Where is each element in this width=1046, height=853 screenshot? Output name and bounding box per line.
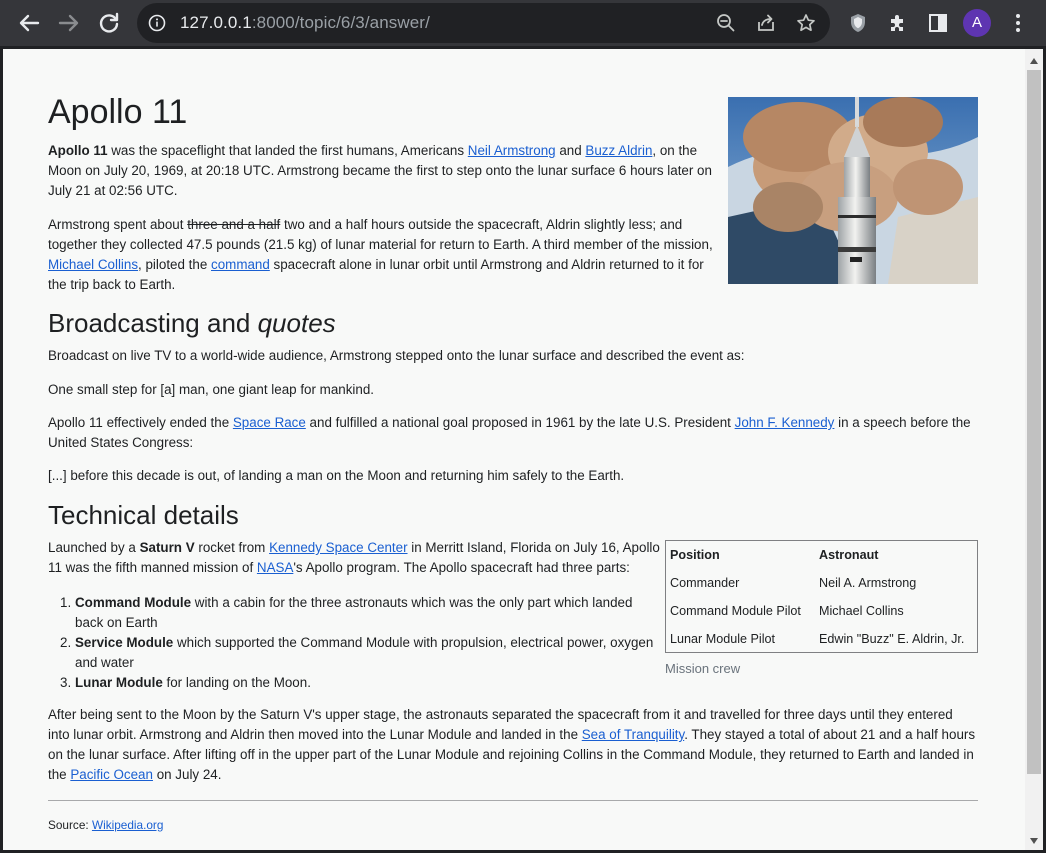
text-span: spacecraft alone in lunar orbit until Armstrong and Aldrin returned to it for the trip back to Earth. [48,257,704,292]
heading-emphasis: quotes [257,308,336,338]
link-kennedy-space-center[interactable]: Kennedy Space Center [269,540,408,555]
back-arrow-icon[interactable] [13,7,45,39]
bold-term: Saturn V [139,540,195,555]
text-span: rocket from [194,540,270,555]
link-space-race[interactable]: Space Race [232,415,306,430]
text-span: , piloted the [138,257,212,272]
technical-paragraph [48,538,663,578]
text-span: which supported the Command Module with propulsion, electrical power, oxygen and water [75,635,654,670]
profile-avatar[interactable]: A [963,9,991,37]
kennedy-quote: [...] before this decade is out, of landing a man on the Moon and returning him safely to the Earth. [48,468,625,483]
text-span: two and a half hours outside the spacecraft, Aldrin slightly less; and together they collected 47.5 pounds (21.5 kg) of lunar material for return to Earth. A third member of the mission, [48,217,713,252]
table-cell: Michael Collins [819,604,904,618]
list-number: 3. [60,675,72,690]
url-text[interactable]: 127.0.0.1:8000/topic/6/3/answer/ [180,13,430,32]
vertical-scrollbar[interactable] [1025,49,1043,850]
text-span: for landing on the Moon. [162,675,311,690]
final-paragraph [48,705,978,785]
bold-term: Service Module [75,635,174,650]
bookmark-star-icon[interactable] [796,13,816,33]
table-row [670,597,977,625]
bold-term: Command Module [75,595,192,610]
rocket-launch-image [728,97,978,284]
intro-paragraph [48,141,726,201]
list-item [48,673,658,693]
list-item [48,633,658,673]
table-cell: Neil A. Armstrong [819,576,917,590]
shield-extension-icon[interactable] [847,12,869,34]
page-title: Apollo 11 [48,93,188,131]
text-span: on July 24. [152,767,222,782]
table-row [670,569,977,597]
side-panel-icon[interactable] [927,12,949,34]
link-wikipedia[interactable]: Wikipedia.org [91,818,164,832]
text-span: Apollo 11 effectively ended the [48,415,233,430]
link-pacific-ocean[interactable]: Pacific Ocean [70,767,153,782]
space-race-paragraph [48,413,978,453]
table-caption: Mission crew [665,661,741,676]
link-nasa[interactable]: NASA [256,560,294,575]
text-span: and [555,143,586,158]
text-span: 's Apollo program. The Apollo spacecraft had three parts: [293,560,630,575]
link-john-f-kennedy[interactable]: John F. Kennedy [734,415,835,430]
table-row [670,625,977,653]
link-michael-collins[interactable]: Michael Collins [48,257,139,272]
text-span: in a speech before the United States Congress: [48,415,971,450]
text-span: Armstrong spent about [48,217,188,232]
kebab-menu-icon[interactable] [1008,12,1028,34]
mission-paragraph [48,215,726,295]
scroll-down-arrow-icon[interactable] [1030,838,1038,844]
scroll-up-arrow-icon[interactable] [1030,58,1038,64]
table-cell: Commander [670,576,740,590]
table-header: Astronaut [819,548,879,562]
text-span: . They stayed a total of about 21 and a half hours on the lunar surface. After lifting off in the upper part of the Lunar Module and rejoining Collins in the Command Module, they returned to Earth and landed in the [48,727,976,782]
spacecraft-parts-list [48,593,658,693]
reload-icon[interactable] [93,7,125,39]
table-header: Position [670,548,720,562]
text-span: After being sent to the Moon by the Saturn V's upper stage, the astronauts separated the spacecraft from it and travelled for three days until they entered into lunar orbit. Armstrong and Aldrin then moved into the Lunar Module and landed in the [48,707,953,742]
link-buzz-aldrin[interactable]: Buzz Aldrin [585,143,653,158]
struck-text: three and a half [187,217,281,232]
bold-term: Apollo 11 [48,143,108,158]
armstrong-quote: One small step for [a] man, one giant leap for mankind. [48,382,375,397]
scrollbar-thumb[interactable] [1027,70,1041,774]
text-span: was the spaceflight that landed the first humans, Americans [107,143,468,158]
list-number: 2. [60,635,72,650]
browser-toolbar [0,0,1046,46]
table-cell: Lunar Module Pilot [670,632,776,646]
broadcasting-heading [48,307,336,339]
broadcast-paragraph: Broadcast on live TV to a world-wide audience, Armstrong stepped onto the lunar surface and described the event as: [48,348,745,363]
text-span: Launched by a [48,540,140,555]
bold-term: Lunar Module [75,675,163,690]
address-bar[interactable] [137,3,830,43]
table-header-row [670,541,977,569]
link-sea-of-tranquility[interactable]: Sea of Tranquility [581,727,685,742]
site-info-icon[interactable] [148,14,166,37]
text-span: with a cabin for the three astronauts which was the only part which landed back on Earth [75,595,633,630]
mission-crew-table [665,540,978,653]
list-item [48,593,658,633]
source-line [48,815,163,835]
source-label: Source: [48,818,92,832]
text-span: , on the Moon on July 20, 1969, at 20:18 UTC. Armstrong became the first to step onto the lunar surface 6 hours later on July 21 at 02:56 UTC. [48,143,712,198]
table-cell: Edwin "Buzz" E. Aldrin, Jr. [819,632,965,646]
zoom-out-icon[interactable] [716,13,736,33]
text-span: in Merritt Island, Florida on July 16, Apollo 11 was the fifth manned mission of [48,540,660,575]
heading-text: Broadcasting and [48,308,258,338]
footer-divider [48,800,978,801]
page-viewport [3,49,1025,850]
technical-details-heading: Technical details [48,500,239,530]
list-number: 1. [60,595,72,610]
link-neil-armstrong[interactable]: Neil Armstrong [467,143,556,158]
extensions-puzzle-icon[interactable] [887,12,909,34]
forward-arrow-icon[interactable] [53,7,85,39]
table-cell: Command Module Pilot [670,604,801,618]
link-command[interactable]: command [211,257,270,272]
share-icon[interactable] [756,13,776,33]
text-span: and fulfilled a national goal proposed in 1961 by the late U.S. President [305,415,735,430]
